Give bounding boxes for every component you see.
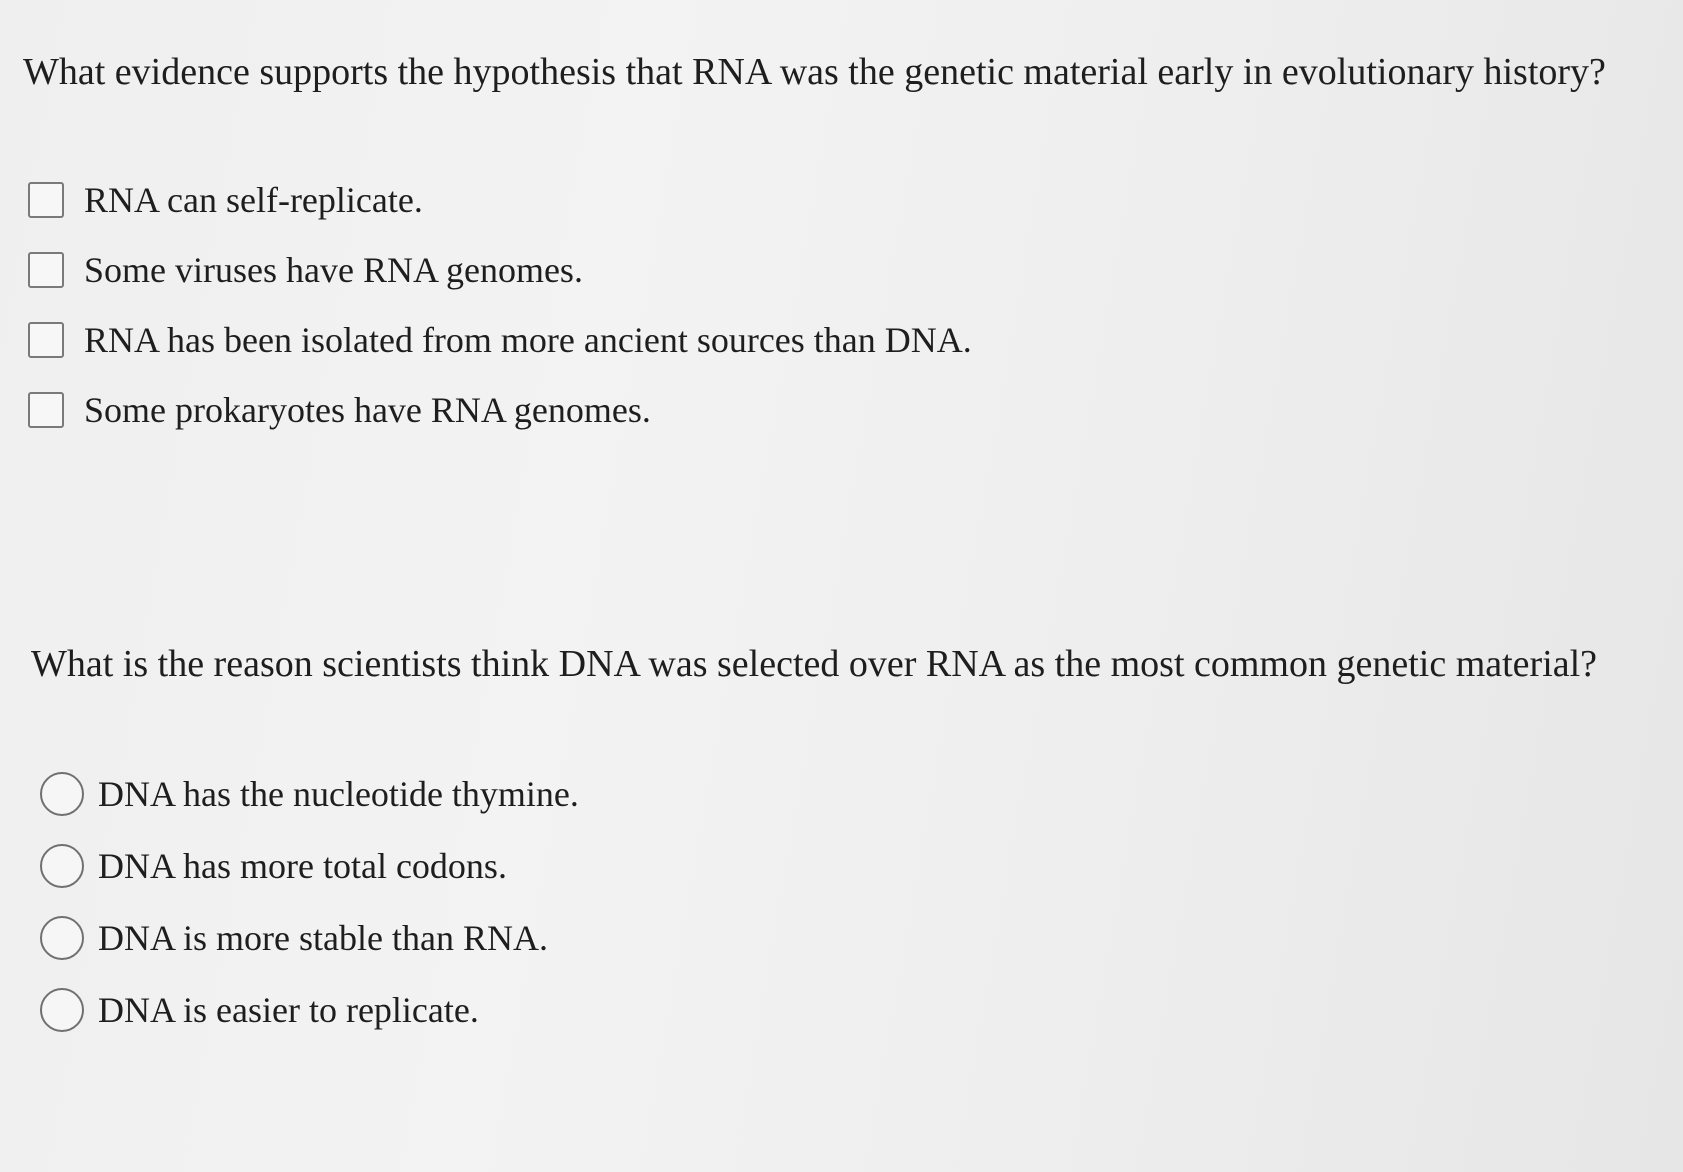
option-label[interactable]: Some prokaryotes have RNA genomes.: [84, 390, 651, 430]
option-label[interactable]: DNA has the nucleotide thymine.: [98, 774, 579, 814]
radio-option[interactable]: [40, 768, 579, 820]
option-label[interactable]: DNA has more total codons.: [98, 846, 507, 886]
question-1-text: What evidence supports the hypothesis that RNA was the genetic material early in evolutionary history?: [23, 51, 1606, 93]
radio-option[interactable]: [40, 912, 548, 964]
option-label[interactable]: Some viruses have RNA genomes.: [84, 250, 583, 290]
checkbox-option[interactable]: [28, 244, 583, 296]
checkbox-option[interactable]: [28, 174, 423, 226]
checkbox-option[interactable]: [28, 384, 651, 436]
checkbox-option[interactable]: [28, 314, 972, 366]
option-label[interactable]: RNA has been isolated from more ancient sources than DNA.: [84, 320, 972, 360]
checkbox[interactable]: [28, 322, 64, 358]
radio-button[interactable]: [40, 916, 84, 960]
option-label[interactable]: DNA is easier to replicate.: [98, 990, 479, 1030]
checkbox[interactable]: [28, 392, 64, 428]
radio-option[interactable]: [40, 840, 507, 892]
radio-button[interactable]: [40, 988, 84, 1032]
question-2-text: What is the reason scientists think DNA was selected over RNA as the most common genetic material?: [31, 643, 1598, 685]
radio-button[interactable]: [40, 844, 84, 888]
checkbox[interactable]: [28, 182, 64, 218]
radio-button[interactable]: [40, 772, 84, 816]
option-label[interactable]: DNA is more stable than RNA.: [98, 918, 548, 958]
option-label[interactable]: RNA can self-replicate.: [84, 180, 423, 220]
radio-option[interactable]: [40, 984, 479, 1036]
checkbox[interactable]: [28, 252, 64, 288]
